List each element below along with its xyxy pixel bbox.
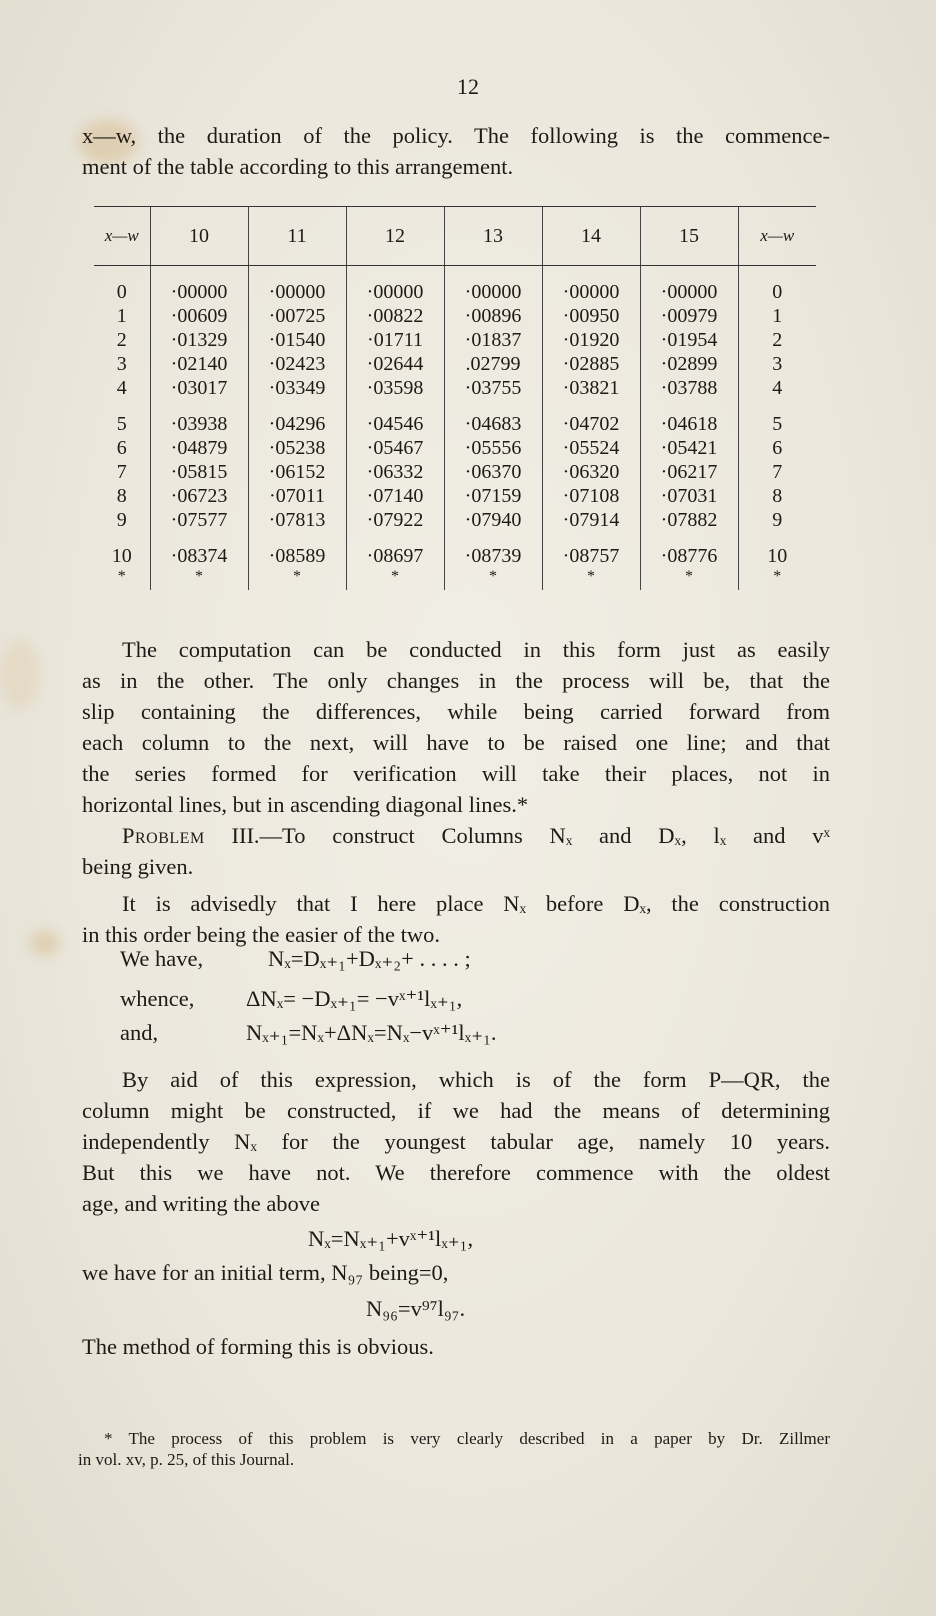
table-cell: 3 [116, 353, 127, 375]
table-cell: .02799 [444, 352, 542, 376]
table-cell: ·02423 [248, 352, 346, 376]
table-row [94, 436, 816, 460]
table-cell: * [117, 568, 126, 585]
table-row [94, 460, 816, 484]
table-cell: 9 [738, 508, 816, 532]
table-cell: ·01837 [444, 328, 542, 352]
table-cell: ·00896 [444, 304, 542, 328]
text-line: It is advisedly that I here place Nₓ before Dₓ, the construction [122, 891, 830, 916]
table-cell: ·04618 [640, 400, 738, 436]
text-line: The computation can be conducted in this form just as easily [122, 637, 830, 662]
table-cell: 6 [116, 437, 127, 459]
table-cell: ·06370 [444, 460, 542, 484]
table-cell: ·03788 [640, 376, 738, 400]
text-line: each column to the next, will have to be raised one line; and that [82, 730, 830, 755]
table-cell: ·02140 [150, 352, 248, 376]
table-cell: * [444, 568, 542, 590]
table-cell: ·00000 [150, 266, 248, 305]
problem-text: III.—To construct Columns Nₓ and Dₓ, lₓ and vˣ [231, 823, 830, 848]
table-cell: ·04683 [444, 400, 542, 436]
table-cell: ·05421 [640, 436, 738, 460]
table-cell: ·07577 [150, 508, 248, 532]
table-cell: ·07159 [444, 484, 542, 508]
column-header: 13 [444, 207, 542, 266]
footnote-line: in vol. xv, p. 25, of this Journal. [78, 1450, 295, 1469]
table-cell: 7 [738, 460, 816, 484]
table-body [94, 266, 816, 591]
table-cell: 1 [116, 305, 127, 327]
table-cell: ·07813 [248, 508, 346, 532]
table-cell: 4 [738, 376, 816, 400]
table-cell: * [150, 568, 248, 590]
table-cell: ·00979 [640, 304, 738, 328]
equation-label: We have, [120, 946, 204, 971]
column-header: 11 [248, 207, 346, 266]
table-cell: ·01540 [248, 328, 346, 352]
table-cell: * [346, 568, 444, 590]
table-row [94, 508, 816, 532]
table-cell: ·07940 [444, 508, 542, 532]
problem-heading [82, 820, 830, 851]
text-line: we have for an initial term, N₉₇ being=0, [82, 1260, 449, 1285]
table-cell: ·05467 [346, 436, 444, 460]
table-cell: ·03938 [150, 400, 248, 436]
equation-label: whence, [120, 986, 195, 1011]
table-cell: ·00000 [542, 266, 640, 305]
equation-formula: Nₓ=Nₓ₊₁+vˣ⁺¹lₓ₊₁, [308, 1226, 474, 1251]
table-cell: ·07031 [640, 484, 738, 508]
paragraph-computation [82, 634, 830, 950]
text-line: column might be constructed, if we had the means of determining [82, 1098, 830, 1123]
table-cell: 6 [738, 436, 816, 460]
table-cell: ·08589 [248, 532, 346, 568]
table-cell: * [248, 568, 346, 590]
intro-line: ment of the table according to this arrangement. [82, 154, 514, 179]
text-line: By aid of this expression, which is of the form P—QR, the [122, 1067, 830, 1092]
table-cell: ·06217 [640, 460, 738, 484]
text-line: age, and writing the above [82, 1191, 321, 1216]
footnote-line: * The process of this problem is very clearly described in a paper by Dr. Zillmer [104, 1429, 830, 1448]
table-cell: ·08374 [150, 532, 248, 568]
table-cell: 4 [116, 377, 127, 399]
table-cell: ·05238 [248, 436, 346, 460]
table-header-row [94, 207, 816, 266]
equation-label: and, [120, 1020, 159, 1045]
table-cell: ·02885 [542, 352, 640, 376]
table-cell: ·02644 [346, 352, 444, 376]
table-cell: ·00725 [248, 304, 346, 328]
table-cell: ·08757 [542, 532, 640, 568]
table-cell: ·03821 [542, 376, 640, 400]
table-cell: 3 [738, 352, 816, 376]
table-cell: 10 [738, 532, 816, 568]
table-cell: ·04296 [248, 400, 346, 436]
table-cell: 8 [738, 484, 816, 508]
page-number: 12 [457, 74, 479, 99]
table-cell: * [738, 568, 816, 590]
table-cell: 2 [738, 328, 816, 352]
table-row [94, 484, 816, 508]
table-cell: ·05556 [444, 436, 542, 460]
table-cell: ·06332 [346, 460, 444, 484]
table-row [94, 376, 816, 400]
equation-formula: Nₓ=Dₓ₊₁+Dₓ₊₂+ . . . . ; [268, 946, 471, 971]
table-cell: ·07140 [346, 484, 444, 508]
table-cell: ·03598 [346, 376, 444, 400]
table-cell: ·07108 [542, 484, 640, 508]
table-cell: 2 [116, 329, 127, 351]
table-cell: 5 [116, 413, 127, 435]
table-cell: 0 [116, 281, 127, 303]
table-cell: ·05815 [150, 460, 248, 484]
table-cell: ·04879 [150, 436, 248, 460]
table-cell: * [542, 568, 640, 590]
table-cell: ·07922 [346, 508, 444, 532]
text-line: But this we have not. We therefore commence with the oldest [82, 1160, 830, 1185]
table-cell: ·04702 [542, 400, 640, 436]
intro-paragraph [82, 120, 830, 182]
paragraph-expression [82, 1064, 830, 1219]
table-cell: ·03017 [150, 376, 248, 400]
table-row [94, 304, 816, 328]
table-row [94, 400, 816, 436]
table-cell: ·01711 [346, 328, 444, 352]
column-header: 14 [542, 207, 640, 266]
table-cell: ·00000 [640, 266, 738, 305]
table-cell: ·00609 [150, 304, 248, 328]
text-line: as in the other. The only changes in the process will be, that the [82, 668, 830, 693]
column-header: 12 [346, 207, 444, 266]
problem-label: Problem [122, 823, 205, 848]
table-cell: ·00000 [444, 266, 542, 305]
intro-line: x—w, the duration of the policy. The following is the commence- [82, 123, 830, 148]
table-cell: 9 [116, 509, 127, 531]
table-cell: ·01954 [640, 328, 738, 352]
table-cell: ·04546 [346, 400, 444, 436]
table-cell: ·07011 [248, 484, 346, 508]
text-line: independently Nₓ for the youngest tabular age, namely 10 years. [82, 1129, 830, 1154]
table-cell: ·06152 [248, 460, 346, 484]
table-row [94, 352, 816, 376]
table-cell: ·01920 [542, 328, 640, 352]
text-line: the series formed for verification will take their places, not in [82, 761, 830, 786]
column-header: 10 [150, 207, 248, 266]
commutation-table [94, 206, 816, 590]
table-cell: ·08776 [640, 532, 738, 568]
table-cell: ·07882 [640, 508, 738, 532]
text-line: horizontal lines, but in ascending diagonal lines.* [82, 792, 529, 817]
table-row [94, 266, 816, 305]
table-cell: ·05524 [542, 436, 640, 460]
column-header: x—w [94, 207, 150, 266]
equation-formula: ΔNₓ= −Dₓ₊₁= −vˣ⁺¹lₓ₊₁, [246, 986, 463, 1011]
table-cell: 8 [116, 485, 127, 507]
table-cell: ·02899 [640, 352, 738, 376]
table-row [94, 532, 816, 568]
table-cell: ·06320 [542, 460, 640, 484]
table-cell: 1 [738, 304, 816, 328]
text-line: in this order being the easier of the two. [82, 922, 441, 947]
text-line: The method of forming this is obvious. [82, 1334, 434, 1359]
table-cell: ·08739 [444, 532, 542, 568]
table-cell: 0 [738, 266, 816, 305]
table-cell: * [640, 568, 738, 590]
table-cell: ·00000 [248, 266, 346, 305]
text-line: being given. [82, 854, 194, 879]
column-header: x—w [738, 207, 816, 266]
table-cell: ·03755 [444, 376, 542, 400]
table-cell: ·08697 [346, 532, 444, 568]
table-cell: 5 [738, 400, 816, 436]
table-row [94, 328, 816, 352]
table-cell: ·07914 [542, 508, 640, 532]
footnote [78, 1428, 830, 1470]
table-cell: ·00000 [346, 266, 444, 305]
table-cell: 10 [111, 545, 132, 567]
equation-formula: N₉₆=v⁹⁷l₉₇. [366, 1296, 466, 1321]
equation-formula: Nₓ₊₁=Nₓ+ΔNₓ=Nₓ−vˣ⁺¹lₓ₊₁. [246, 1020, 497, 1045]
text-line: slip containing the differences, while being carried forward from [82, 699, 830, 724]
table-row [94, 568, 816, 590]
column-header: 15 [640, 207, 738, 266]
table-cell: 7 [116, 461, 127, 483]
table-cell: ·06723 [150, 484, 248, 508]
table-cell: ·00822 [346, 304, 444, 328]
table-cell: ·03349 [248, 376, 346, 400]
table-cell: ·01329 [150, 328, 248, 352]
table-cell: ·00950 [542, 304, 640, 328]
